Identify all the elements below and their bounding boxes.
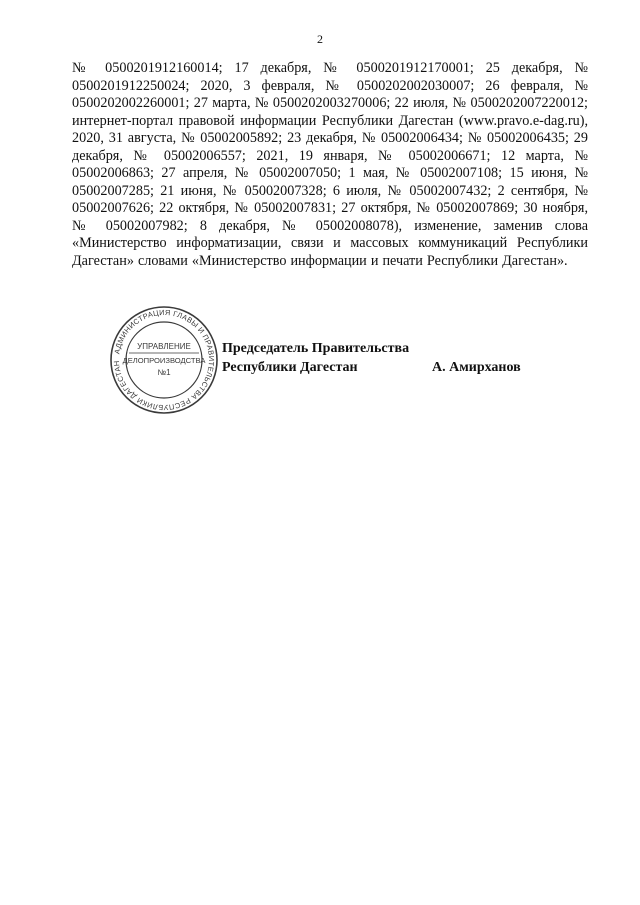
signature-title-line-1: Председатель Правительства [222, 341, 410, 356]
stamp-line-3: №1 [157, 368, 171, 377]
page-number: 2 [317, 32, 323, 46]
signature-title-line-2 [222, 358, 622, 377]
body-paragraph: № 0500201912160014; 17 декабря, № 0500201912170001; 25 декабря, № 0500201912250024; 2020, 3 февраля, № 0500202002030007; 26 февраля, № 0500202002260001; 27 марта, № 0500202003270006; 22 июля, № 0500202007220012; интернет-портал правовой информации Республики Дагестан (www.pravo.e-dag.ru), 2020, 31 августа, № 05002005892; 23 декабря, № 05002006434; № 05002006435; 29 декабря, № 05002006557; 2021, 19 января, № 05002006671; 12 марта, № 05002006863; 27 апреля, № 05002007050; 1 мая, № 05002007108; 15 июня, № 05002007285; 21 июня, № 05002007328; 6 июля, № 05002007432; 2 сентября, № 05002007626; 22 октября, № 05002007831; 27 октября, № 05002007869; 30 ноября, № 05002007982; 8 декабря, № 05002008078), изменение, заменив слова «Министерство информатизации, связи и массовых коммуникаций Республики Дагестан» словами «Министерство информации и печати Республики Дагестан». [72, 60, 588, 269]
stamp-ring-text: АДМИНИСТРАЦИЯ ГЛАВЫ И ПРАВИТЕЛЬСТВА РЕСПУБЛИКИ ДАГЕСТАН [111, 307, 217, 413]
signature-block [222, 339, 622, 377]
signature-title-text: Республики Дагестан [222, 360, 358, 375]
stamp-line-1: УПРАВЛЕНИЕ [137, 342, 191, 351]
stamp-line-2: ДЕЛОПРОИЗВОДСТВА [122, 356, 206, 365]
signatory-name: А. Амирханов [432, 360, 521, 375]
official-stamp [108, 304, 220, 416]
